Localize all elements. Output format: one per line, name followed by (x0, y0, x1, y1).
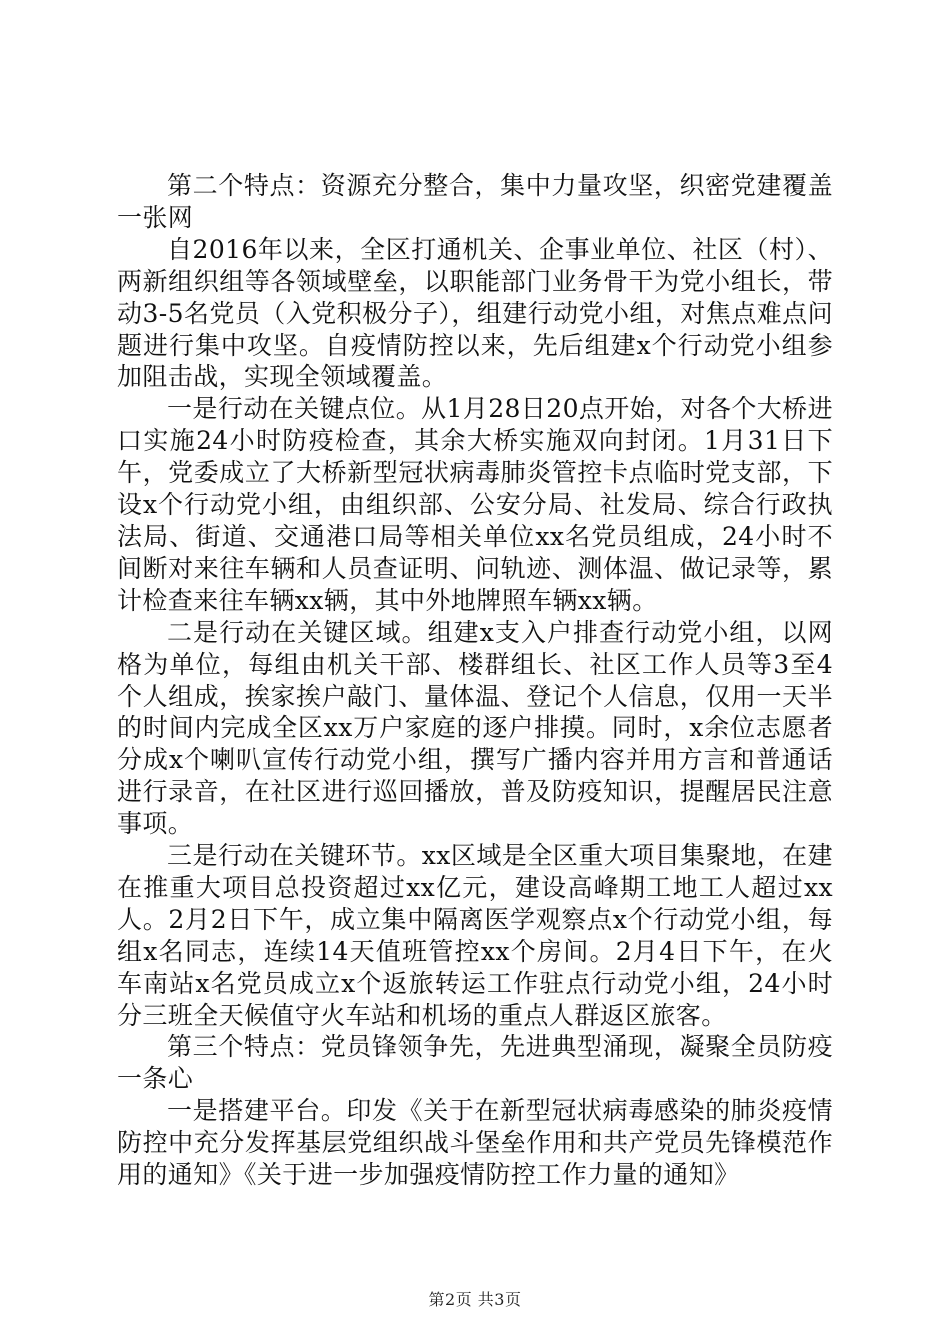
paragraph-overview: 自2016年以来，全区打通机关、企事业单位、社区（村）、两新组织组等各领域壁垒，以职能部门业务骨干为党小组长，带动3-5名党员（入党积极分子），组建行动党小组，对焦点难点问题进行集中攻坚。自疫情防控以来，先后组建x个行动党小组参加阻击战，实现全领域覆盖。 (117, 234, 833, 392)
section-heading-feature-three: 第三个特点：党员锋领争先，先进典型涌现，凝聚全员防疫一条心 (117, 1032, 833, 1094)
document-body (117, 170, 833, 1191)
paragraph-key-areas: 二是行动在关键区域。组建x支入户排查行动党小组，以网格为单位，每组由机关干部、楼群组长、社区工作人员等3至4个人组成，挨家挨户敲门、量体温、登记个人信息，仅用一天半的时间内完成全区xx万户家庭的逐户排摸。同时，x余位志愿者分成x个喇叭宣传行动党小组，撰写广播内容并用方言和普通话进行录音，在社区进行巡回播放，普及防疫知识，提醒居民注意事项。 (117, 617, 833, 839)
section-heading-feature-two: 第二个特点：资源充分整合，集中力量攻坚，织密党建覆盖一张网 (117, 171, 833, 232)
paragraph-build-platform: 一是搭建平台。印发《关于在新型冠状病毒感染的肺炎疫情防控中充分发挥基层党组织战斗堡垒作用和共产党员先锋模范作用的通知》《关于进一步加强疫情防控工作力量的通知》 (117, 1096, 833, 1190)
page-number-footer: 第2页 共3页 (428, 1290, 522, 1309)
paragraph-key-links: 三是行动在关键环节。xx区域是全区重大项目集聚地，在建在推重大项目总投资超过xx亿元，建设高峰期工地工人超过xx人。2月2日下午，成立集中隔离医学观察点x个行动党小组，每组x名同志，连续14天值班管控xx个房间。2月4日下午，在火车南站x名党员成立x个返旅转运工作驻点行动党小组，24小时分三班全天候值守火车站和机场的重点人群返区旅客。 (117, 841, 833, 1030)
paragraph-key-points: 一是行动在关键点位。从1月28日20点开始，对各个大桥进口实施24小时防疫检查，其余大桥实施双向封闭。1月31日下午，党委成立了大桥新型冠状病毒肺炎管控卡点临时党支部，下设x个行动党小组，由组织部、公安分局、社发局、综合行政执法局、街道、交通港口局等相关单位xx名党员组成，24小时不间断对来往车辆和人员查证明、问轨迹、测体温、做记录等，累计检查来往车辆xx辆，其中外地牌照车辆xx辆。 (117, 394, 833, 615)
